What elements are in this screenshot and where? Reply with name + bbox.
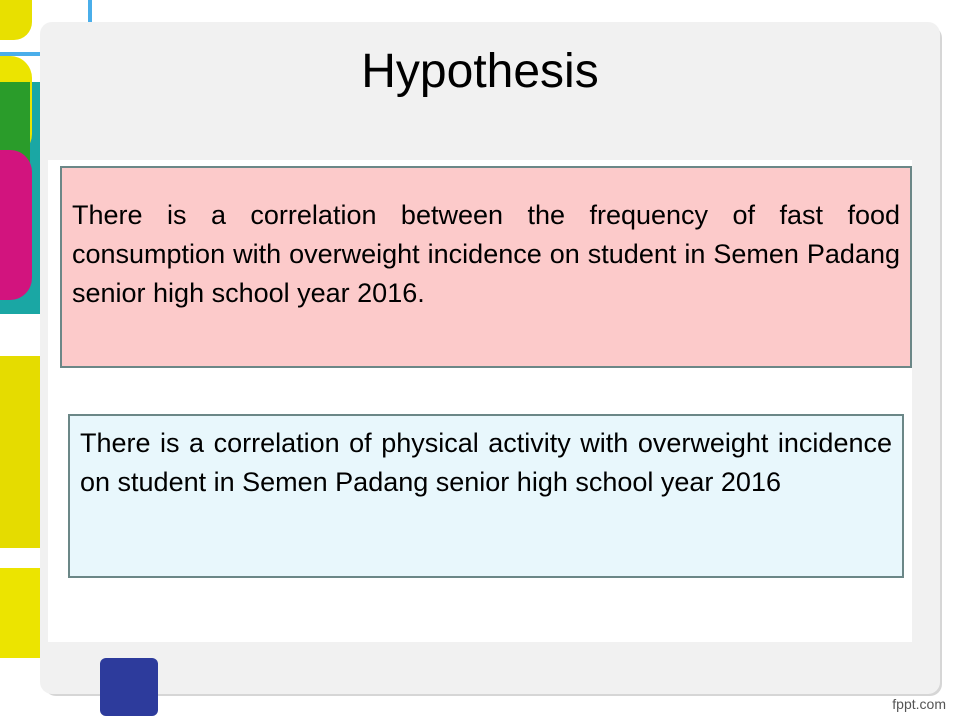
hypothesis-1-text: There is a correlation between the frequency of fast food consumption with overweight incidence on student in Semen Padang senior high school year 2016.: [72, 200, 900, 308]
slide-title: Hypothesis: [361, 45, 599, 98]
hypothesis-box-1: [60, 166, 912, 368]
hypothesis-2-text: There is a correlation of physical activity with overweight incidence on student in Semen Padang senior high school year 2016: [80, 428, 892, 497]
watermark: fppt.com: [892, 696, 946, 712]
hypothesis-box-2: [68, 414, 904, 578]
decorative-navy-square: [100, 658, 158, 716]
decorative-magenta-block: [0, 150, 32, 300]
